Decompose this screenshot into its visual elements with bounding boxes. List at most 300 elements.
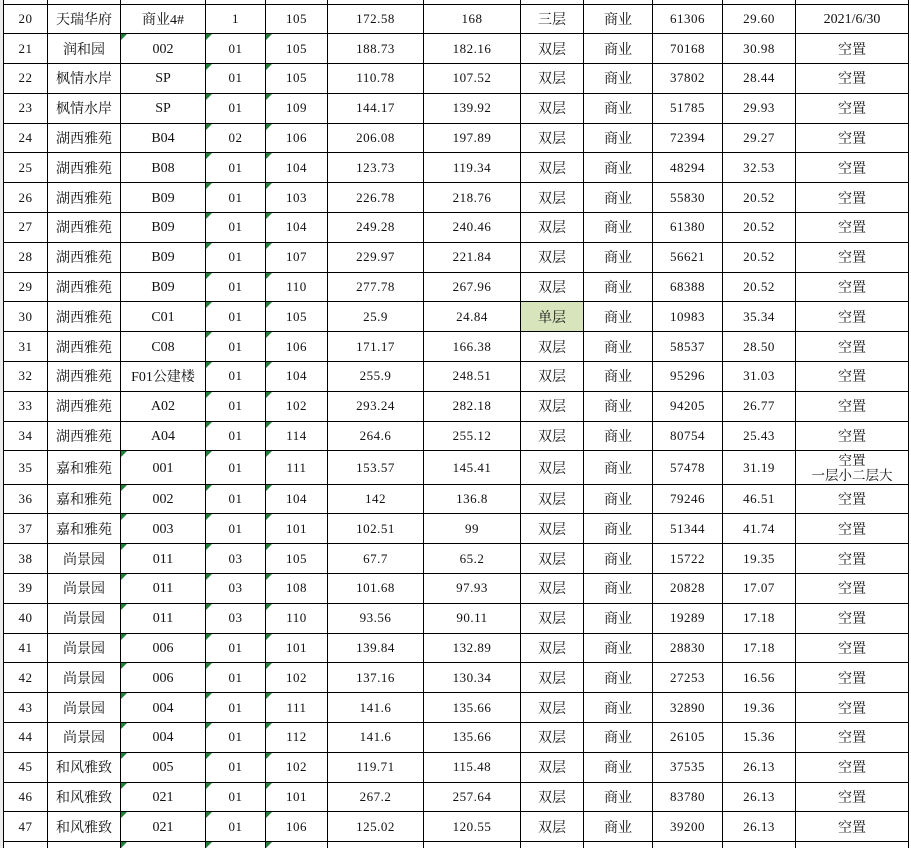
cell-unit-rate[interactable]	[723, 574, 796, 604]
cell-floor-area[interactable]	[328, 451, 424, 484]
cell-floor-type[interactable]	[521, 153, 584, 183]
cell-unit-no[interactable]	[206, 391, 266, 421]
cell-floor-area[interactable]	[328, 332, 424, 362]
cell-unit-no[interactable]	[206, 484, 266, 514]
cell-floor-area[interactable]	[328, 93, 424, 123]
cell-building-no[interactable]	[121, 633, 206, 663]
cell-floor-area[interactable]	[328, 34, 424, 64]
cell-total-price[interactable]	[653, 4, 723, 34]
row-header[interactable]	[4, 4, 48, 34]
cell-inner-area[interactable]	[424, 123, 521, 153]
cell-project-name[interactable]	[48, 484, 121, 514]
cell-status[interactable]	[796, 752, 909, 782]
cell-inner-area[interactable]	[424, 603, 521, 633]
cell-floor-type[interactable]	[521, 272, 584, 302]
cell-status[interactable]	[796, 272, 909, 302]
cell-room-no[interactable]	[266, 242, 328, 272]
row-header[interactable]	[4, 603, 48, 633]
cell-project-name[interactable]	[48, 123, 121, 153]
cell-project-name[interactable]	[48, 64, 121, 94]
cell-usage[interactable]	[584, 693, 653, 723]
cell-total-price[interactable]	[653, 514, 723, 544]
cell-floor-area[interactable]	[328, 183, 424, 213]
cell-floor-type[interactable]	[521, 603, 584, 633]
cell-unit-rate[interactable]	[723, 633, 796, 663]
cell-floor-type[interactable]	[521, 544, 584, 574]
cell-total-price[interactable]	[653, 272, 723, 302]
cell-floor-type[interactable]	[521, 4, 584, 34]
cell-unit-rate[interactable]	[723, 451, 796, 484]
cell-usage[interactable]	[584, 362, 653, 392]
cell-project-name[interactable]	[48, 421, 121, 451]
cell-status[interactable]	[796, 242, 909, 272]
row-header[interactable]	[4, 812, 48, 842]
cell-unit-rate[interactable]	[723, 514, 796, 544]
cell-room-no[interactable]	[266, 34, 328, 64]
cell-status[interactable]	[796, 603, 909, 633]
cell-inner-area[interactable]	[424, 64, 521, 94]
cell-floor-area[interactable]	[328, 123, 424, 153]
cell-floor-area[interactable]	[328, 362, 424, 392]
cell-room-no[interactable]	[266, 633, 328, 663]
cell-floor-area[interactable]	[328, 242, 424, 272]
cell-usage[interactable]	[584, 514, 653, 544]
cell-inner-area[interactable]	[424, 391, 521, 421]
cell-project-name[interactable]	[48, 752, 121, 782]
cell-project-name[interactable]	[48, 332, 121, 362]
cell-status[interactable]	[796, 693, 909, 723]
cell-building-no[interactable]	[121, 362, 206, 392]
cell-floor-area[interactable]	[328, 633, 424, 663]
row-header[interactable]	[4, 514, 48, 544]
cell-usage[interactable]	[584, 153, 653, 183]
cell-floor-type[interactable]	[521, 723, 584, 753]
cell-floor-area[interactable]	[328, 574, 424, 604]
cell-status[interactable]	[796, 633, 909, 663]
cell-total-price[interactable]	[653, 183, 723, 213]
row-header[interactable]	[4, 574, 48, 604]
cell-floor-type[interactable]	[521, 574, 584, 604]
cell-floor-area[interactable]	[328, 421, 424, 451]
cell-inner-area[interactable]	[424, 183, 521, 213]
cell-total-price[interactable]	[653, 544, 723, 574]
row-header[interactable]	[4, 362, 48, 392]
cell-building-no[interactable]	[121, 272, 206, 302]
row-header[interactable]	[4, 64, 48, 94]
cell-usage[interactable]	[584, 391, 653, 421]
row-header[interactable]	[4, 213, 48, 243]
cell-project-name[interactable]	[48, 153, 121, 183]
cell-building-no[interactable]	[121, 603, 206, 633]
cell-unit-no[interactable]	[206, 544, 266, 574]
cell-room-no[interactable]	[266, 723, 328, 753]
cell-floor-area[interactable]	[328, 782, 424, 812]
row-header[interactable]	[4, 34, 48, 64]
cell-unit-no[interactable]	[206, 4, 266, 34]
cell-floor-area[interactable]	[328, 153, 424, 183]
cell-total-price[interactable]	[653, 302, 723, 332]
cell-inner-area[interactable]	[424, 514, 521, 544]
row-header[interactable]	[4, 302, 48, 332]
cell-unit-rate[interactable]	[723, 693, 796, 723]
cell-unit-rate[interactable]	[723, 4, 796, 34]
cell-floor-type[interactable]	[521, 302, 584, 332]
cell-room-no[interactable]	[266, 391, 328, 421]
cell-building-no[interactable]	[121, 93, 206, 123]
cell-project-name[interactable]	[48, 812, 121, 842]
cell-building-no[interactable]	[121, 723, 206, 753]
cell-usage[interactable]	[584, 183, 653, 213]
row-header[interactable]	[4, 782, 48, 812]
cell-usage[interactable]	[584, 752, 653, 782]
cell-project-name[interactable]	[48, 693, 121, 723]
cell-building-no[interactable]	[121, 123, 206, 153]
cell-project-name[interactable]	[48, 574, 121, 604]
cell-floor-area[interactable]	[328, 514, 424, 544]
cell-usage[interactable]	[584, 782, 653, 812]
cell-unit-rate[interactable]	[723, 391, 796, 421]
cell-room-no[interactable]	[266, 514, 328, 544]
cell-project-name[interactable]	[48, 544, 121, 574]
row-header[interactable]	[4, 153, 48, 183]
cell-floor-area[interactable]	[328, 752, 424, 782]
cell-total-price[interactable]	[653, 812, 723, 842]
cell-total-price[interactable]	[653, 64, 723, 94]
cell-project-name[interactable]	[48, 34, 121, 64]
cell-total-price[interactable]	[653, 332, 723, 362]
cell-inner-area[interactable]	[424, 362, 521, 392]
cell-room-no[interactable]	[266, 64, 328, 94]
cell-usage[interactable]	[584, 451, 653, 484]
cell-inner-area[interactable]	[424, 723, 521, 753]
cell-unit-no[interactable]	[206, 64, 266, 94]
cell-floor-type[interactable]	[521, 812, 584, 842]
cell-status[interactable]	[796, 123, 909, 153]
cell-unit-rate[interactable]	[723, 302, 796, 332]
cell-project-name[interactable]	[48, 242, 121, 272]
cell-usage[interactable]	[584, 93, 653, 123]
cell-unit-rate[interactable]	[723, 663, 796, 693]
cell-unit-rate[interactable]	[723, 421, 796, 451]
cell-unit-no[interactable]	[206, 153, 266, 183]
cell-usage[interactable]	[584, 64, 653, 94]
cell-building-no[interactable]	[121, 391, 206, 421]
cell-inner-area[interactable]	[424, 302, 521, 332]
cell-project-name[interactable]	[48, 782, 121, 812]
cell-unit-rate[interactable]	[723, 544, 796, 574]
cell-inner-area[interactable]	[424, 484, 521, 514]
cell-unit-no[interactable]	[206, 782, 266, 812]
cell-project-name[interactable]	[48, 391, 121, 421]
cell-unit-rate[interactable]	[723, 153, 796, 183]
cell-project-name[interactable]	[48, 451, 121, 484]
cell-inner-area[interactable]	[424, 4, 521, 34]
cell-building-no[interactable]	[121, 213, 206, 243]
cell-room-no[interactable]	[266, 332, 328, 362]
row-header[interactable]	[4, 663, 48, 693]
cell-unit-no[interactable]	[206, 451, 266, 484]
cell-total-price[interactable]	[653, 574, 723, 604]
cell-unit-no[interactable]	[206, 34, 266, 64]
cell-usage[interactable]	[584, 484, 653, 514]
cell-status[interactable]	[796, 362, 909, 392]
cell-unit-no[interactable]	[206, 332, 266, 362]
cell-inner-area[interactable]	[424, 812, 521, 842]
cell-status[interactable]	[796, 64, 909, 94]
cell-building-no[interactable]	[121, 544, 206, 574]
cell-project-name[interactable]	[48, 362, 121, 392]
cell-total-price[interactable]	[653, 633, 723, 663]
cell-building-no[interactable]	[121, 332, 206, 362]
cell-status[interactable]	[796, 574, 909, 604]
cell-unit-rate[interactable]	[723, 603, 796, 633]
cell-usage[interactable]	[584, 574, 653, 604]
cell-unit-no[interactable]	[206, 272, 266, 302]
cell-unit-rate[interactable]	[723, 362, 796, 392]
cell-unit-no[interactable]	[206, 812, 266, 842]
cell-status[interactable]	[796, 663, 909, 693]
cell-floor-area[interactable]	[328, 391, 424, 421]
cell-usage[interactable]	[584, 633, 653, 663]
cell-unit-rate[interactable]	[723, 484, 796, 514]
cell-unit-rate[interactable]	[723, 64, 796, 94]
cell-floor-type[interactable]	[521, 242, 584, 272]
cell-room-no[interactable]	[266, 603, 328, 633]
cell-unit-no[interactable]	[206, 514, 266, 544]
cell-total-price[interactable]	[653, 213, 723, 243]
cell-project-name[interactable]	[48, 183, 121, 213]
cell-building-no[interactable]	[121, 302, 206, 332]
cell-floor-type[interactable]	[521, 332, 584, 362]
cell-building-no[interactable]	[121, 242, 206, 272]
cell-unit-no[interactable]	[206, 663, 266, 693]
cell-inner-area[interactable]	[424, 633, 521, 663]
cell-inner-area[interactable]	[424, 451, 521, 484]
cell-total-price[interactable]	[653, 421, 723, 451]
cell-inner-area[interactable]	[424, 752, 521, 782]
cell-inner-area[interactable]	[424, 574, 521, 604]
row-header[interactable]	[4, 752, 48, 782]
cell-room-no[interactable]	[266, 782, 328, 812]
cell-inner-area[interactable]	[424, 93, 521, 123]
cell-inner-area[interactable]	[424, 242, 521, 272]
cell-unit-no[interactable]	[206, 362, 266, 392]
cell-unit-no[interactable]	[206, 693, 266, 723]
cell-inner-area[interactable]	[424, 663, 521, 693]
cell-status[interactable]	[796, 153, 909, 183]
cell-floor-type[interactable]	[521, 183, 584, 213]
cell-building-no[interactable]	[121, 34, 206, 64]
cell-building-no[interactable]	[121, 514, 206, 544]
cell-status[interactable]	[796, 4, 909, 34]
cell-total-price[interactable]	[653, 752, 723, 782]
cell-building-no[interactable]	[121, 574, 206, 604]
cell-usage[interactable]	[584, 123, 653, 153]
cell-total-price[interactable]	[653, 123, 723, 153]
cell-status[interactable]	[796, 484, 909, 514]
cell-status[interactable]	[796, 514, 909, 544]
cell-unit-no[interactable]	[206, 302, 266, 332]
cell-usage[interactable]	[584, 544, 653, 574]
cell-room-no[interactable]	[266, 451, 328, 484]
cell-total-price[interactable]	[653, 663, 723, 693]
cell-floor-area[interactable]	[328, 484, 424, 514]
cell-unit-no[interactable]	[206, 633, 266, 663]
cell-status[interactable]	[796, 782, 909, 812]
cell-inner-area[interactable]	[424, 213, 521, 243]
cell-inner-area[interactable]	[424, 544, 521, 574]
cell-building-no[interactable]	[121, 484, 206, 514]
cell-inner-area[interactable]	[424, 153, 521, 183]
cell-floor-type[interactable]	[521, 421, 584, 451]
cell-project-name[interactable]	[48, 603, 121, 633]
cell-floor-type[interactable]	[521, 64, 584, 94]
cell-usage[interactable]	[584, 272, 653, 302]
cell-inner-area[interactable]	[424, 34, 521, 64]
cell-room-no[interactable]	[266, 362, 328, 392]
cell-status[interactable]	[796, 391, 909, 421]
cell-room-no[interactable]	[266, 574, 328, 604]
cell-floor-area[interactable]	[328, 723, 424, 753]
cell-status[interactable]	[796, 544, 909, 574]
cell-building-no[interactable]	[121, 183, 206, 213]
cell-usage[interactable]	[584, 812, 653, 842]
cell-unit-rate[interactable]	[723, 242, 796, 272]
cell-floor-type[interactable]	[521, 451, 584, 484]
cell-usage[interactable]	[584, 242, 653, 272]
cell-floor-area[interactable]	[328, 544, 424, 574]
cell-building-no[interactable]	[121, 752, 206, 782]
cell-total-price[interactable]	[653, 603, 723, 633]
cell-room-no[interactable]	[266, 213, 328, 243]
cell-floor-area[interactable]	[328, 693, 424, 723]
cell-project-name[interactable]	[48, 514, 121, 544]
cell-usage[interactable]	[584, 213, 653, 243]
cell-total-price[interactable]	[653, 34, 723, 64]
row-header[interactable]	[4, 633, 48, 663]
cell-unit-no[interactable]	[206, 213, 266, 243]
cell-room-no[interactable]	[266, 123, 328, 153]
cell-floor-type[interactable]	[521, 362, 584, 392]
cell-project-name[interactable]	[48, 213, 121, 243]
cell-project-name[interactable]	[48, 663, 121, 693]
cell-usage[interactable]	[584, 34, 653, 64]
row-header[interactable]	[4, 451, 48, 484]
cell-unit-no[interactable]	[206, 183, 266, 213]
cell-room-no[interactable]	[266, 693, 328, 723]
cell-status[interactable]	[796, 812, 909, 842]
cell-usage[interactable]	[584, 4, 653, 34]
cell-total-price[interactable]	[653, 391, 723, 421]
cell-room-no[interactable]	[266, 752, 328, 782]
cell-floor-type[interactable]	[521, 693, 584, 723]
cell-room-no[interactable]	[266, 484, 328, 514]
cell-total-price[interactable]	[653, 93, 723, 123]
row-header[interactable]	[4, 123, 48, 153]
cell-inner-area[interactable]	[424, 693, 521, 723]
cell-unit-no[interactable]	[206, 421, 266, 451]
row-header[interactable]	[4, 544, 48, 574]
cell-project-name[interactable]	[48, 272, 121, 302]
cell-inner-area[interactable]	[424, 332, 521, 362]
cell-floor-type[interactable]	[521, 663, 584, 693]
cell-status[interactable]	[796, 93, 909, 123]
cell-unit-rate[interactable]	[723, 332, 796, 362]
cell-floor-area[interactable]	[328, 663, 424, 693]
cell-unit-rate[interactable]	[723, 812, 796, 842]
cell-inner-area[interactable]	[424, 421, 521, 451]
row-header[interactable]	[4, 332, 48, 362]
cell-total-price[interactable]	[653, 242, 723, 272]
cell-room-no[interactable]	[266, 4, 328, 34]
cell-unit-rate[interactable]	[723, 34, 796, 64]
cell-floor-type[interactable]	[521, 752, 584, 782]
cell-building-no[interactable]	[121, 64, 206, 94]
cell-status[interactable]	[796, 421, 909, 451]
row-header[interactable]	[4, 183, 48, 213]
cell-floor-area[interactable]	[328, 4, 424, 34]
cell-floor-type[interactable]	[521, 34, 584, 64]
cell-project-name[interactable]	[48, 4, 121, 34]
cell-total-price[interactable]	[653, 362, 723, 392]
cell-room-no[interactable]	[266, 272, 328, 302]
cell-usage[interactable]	[584, 332, 653, 362]
cell-total-price[interactable]	[653, 451, 723, 484]
cell-status[interactable]	[796, 302, 909, 332]
cell-floor-type[interactable]	[521, 123, 584, 153]
cell-floor-area[interactable]	[328, 812, 424, 842]
cell-project-name[interactable]	[48, 302, 121, 332]
cell-building-no[interactable]	[121, 4, 206, 34]
cell-building-no[interactable]	[121, 451, 206, 484]
cell-total-price[interactable]	[653, 782, 723, 812]
cell-unit-no[interactable]	[206, 603, 266, 633]
cell-building-no[interactable]	[121, 153, 206, 183]
cell-usage[interactable]	[584, 663, 653, 693]
cell-floor-area[interactable]	[328, 603, 424, 633]
cell-floor-type[interactable]	[521, 782, 584, 812]
cell-usage[interactable]	[584, 421, 653, 451]
cell-floor-type[interactable]	[521, 514, 584, 544]
row-header[interactable]	[4, 421, 48, 451]
cell-building-no[interactable]	[121, 663, 206, 693]
cell-room-no[interactable]	[266, 544, 328, 574]
cell-floor-type[interactable]	[521, 484, 584, 514]
cell-room-no[interactable]	[266, 812, 328, 842]
cell-room-no[interactable]	[266, 663, 328, 693]
cell-status[interactable]	[796, 451, 909, 484]
cell-floor-area[interactable]	[328, 213, 424, 243]
cell-usage[interactable]	[584, 723, 653, 753]
row-header[interactable]	[4, 93, 48, 123]
cell-usage[interactable]	[584, 603, 653, 633]
cell-building-no[interactable]	[121, 693, 206, 723]
cell-inner-area[interactable]	[424, 272, 521, 302]
cell-unit-no[interactable]	[206, 723, 266, 753]
cell-project-name[interactable]	[48, 633, 121, 663]
cell-room-no[interactable]	[266, 183, 328, 213]
cell-usage[interactable]	[584, 302, 653, 332]
cell-status[interactable]	[796, 213, 909, 243]
row-header[interactable]	[4, 272, 48, 302]
cell-building-no[interactable]	[121, 421, 206, 451]
cell-project-name[interactable]	[48, 723, 121, 753]
cell-total-price[interactable]	[653, 723, 723, 753]
row-header[interactable]	[4, 391, 48, 421]
cell-floor-type[interactable]	[521, 633, 584, 663]
cell-total-price[interactable]	[653, 484, 723, 514]
cell-unit-no[interactable]	[206, 752, 266, 782]
